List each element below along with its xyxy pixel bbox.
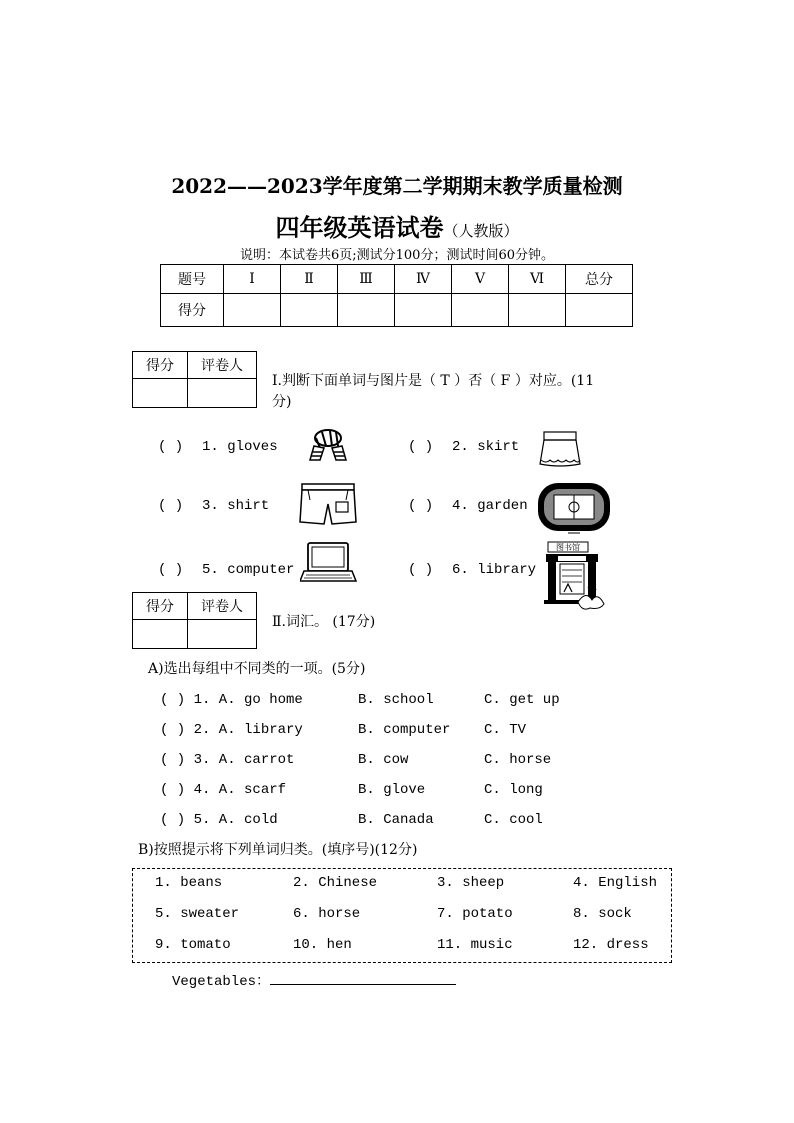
score-header-cell: Ⅴ [452,265,509,294]
word-bank-item: 3. sheep [437,875,505,891]
answer-blank[interactable]: ( ) [408,498,434,514]
mc-stem[interactable]: ( ) 3. A. carrot [160,752,295,768]
mc-option-b: B. Canada [358,812,434,828]
scarf-icon [306,428,350,464]
skirt-icon [538,430,582,468]
word-bank-item: 1. beans [155,875,223,891]
score-cell[interactable] [224,294,281,327]
mc-option-c: C. cool [484,812,543,828]
grader-score-label: 得分 [133,352,188,379]
section1-heading-line1: Ⅰ.判断下面单词与图片是（ T ）否（ F ）对应。(11 [272,373,595,389]
score-cell[interactable] [338,294,395,327]
score-cell[interactable] [509,294,566,327]
mc-stem[interactable]: ( ) 4. A. scarf [160,782,287,798]
answer-blank[interactable]: ( ) [158,562,184,578]
exam-note: 说明：本试卷共6页;测试分100分；测试时间60分钟。 [239,248,554,263]
mc-stem[interactable]: ( ) 5. A. cold [160,812,278,828]
score-table-score-row [161,294,633,327]
judge-item-6 [408,562,536,578]
word-bank-item: 10. hen [293,937,352,953]
subtitle-main: 四年级英语试卷 [275,213,444,242]
subtitle-tag: （人教版） [443,222,519,240]
item-word: 5. computer [202,562,295,578]
grader-score-cell[interactable] [133,620,188,649]
score-cell[interactable] [452,294,509,327]
score-header-cell: Ⅳ [395,265,452,294]
exam-title: 2022——2023学年度第二学期期末教学质量检测 [171,174,623,198]
section1-heading [272,371,672,413]
score-header-cell: Ⅲ [338,265,395,294]
mc-option-c: C. TV [484,722,527,738]
judge-item-4 [408,498,528,514]
answer-blank[interactable]: ( ) [158,439,184,455]
mc-stem[interactable]: ( ) 1. A. go home [160,692,303,708]
exam-subtitle [0,208,794,243]
mc-option-b: B. school [358,692,434,708]
word-bank-box [132,868,672,963]
mc-option-c: C. long [484,782,543,798]
partB-heading: B)按照提示将下列单词归类。(填序号)(12分) [138,842,418,858]
grader-score-cell[interactable] [133,379,188,408]
score-header-cell: 总分 [566,265,633,294]
judge-item-3 [158,498,269,514]
section1-heading-line2: 分) [272,394,292,410]
item-word: 3. shirt [202,498,270,514]
word-bank-item: 4. English [573,875,658,891]
word-bank-item: 5. sweater [155,906,240,922]
grader-name-cell[interactable] [188,620,257,649]
judge-item-1 [158,439,278,455]
word-bank-item: 11. music [437,937,513,953]
vegetables-answer-line[interactable] [270,970,456,985]
answer-blank[interactable]: ( ) [158,498,184,514]
answer-blank[interactable]: ( ) [408,562,434,578]
laptop-icon [300,541,358,585]
vegetables-answer [172,970,456,990]
word-bank-row [133,875,671,897]
item-word: 2. skirt [452,439,520,455]
judge-item-2 [408,439,519,455]
grader-name-cell[interactable] [188,379,257,408]
word-bank-item: 6. horse [293,906,361,922]
score-table-header-row [161,265,633,294]
score-header-cell: Ⅱ [281,265,338,294]
judge-item-5 [158,562,294,578]
score-row-label: 得分 [161,294,224,327]
library-sign-text: 图书馆 [556,543,580,552]
vegetables-label: Vegetables： [172,974,271,990]
mc-option-c: C. get up [484,692,560,708]
grader-name-label: 评卷人 [188,352,257,379]
score-cell[interactable] [281,294,338,327]
score-cell[interactable] [566,294,633,327]
word-bank-row [133,937,671,959]
grader-score-label: 得分 [133,593,188,620]
score-header-cell: Ⅵ [509,265,566,294]
word-bank-item: 8. sock [573,906,632,922]
answer-blank[interactable]: ( ) [408,439,434,455]
partA-heading: A)选出每组中不同类的一项。(5分) [148,661,366,677]
word-bank-item: 7. potato [437,906,513,922]
word-bank-item: 2. Chinese [293,875,378,891]
mc-option-b: B. computer [358,722,451,738]
score-cell[interactable] [395,294,452,327]
mc-option-b: B. cow [358,752,409,768]
grader-box-section1 [132,351,257,408]
mc-stem[interactable]: ( ) 2. A. library [160,722,303,738]
grader-box-section2 [132,592,257,649]
mc-option-b: B. glove [358,782,426,798]
mc-option-c: C. horse [484,752,552,768]
score-header-cell: Ⅰ [224,265,281,294]
section2-heading: Ⅱ.词汇。 (17分) [272,614,376,630]
item-word: 6. library [452,562,537,578]
item-word: 1. gloves [202,439,278,455]
score-header-cell: 题号 [161,265,224,294]
shorts-icon [298,482,358,526]
word-bank-item: 12. dress [573,937,649,953]
word-bank-item: 9. tomato [155,937,231,953]
item-word: 4. garden [452,498,528,514]
stadium-icon [536,481,612,535]
grader-name-label: 评卷人 [188,593,257,620]
library-icon [542,540,610,614]
score-table [160,264,633,327]
word-bank-row [133,906,671,928]
